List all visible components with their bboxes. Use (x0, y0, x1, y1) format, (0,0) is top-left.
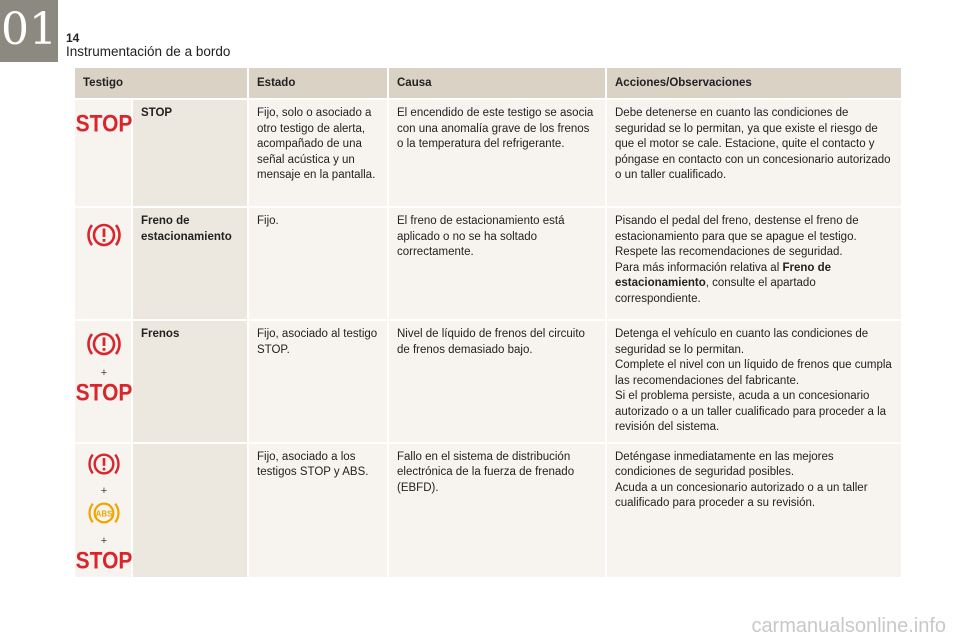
row-name: Freno de estacionamiento (133, 206, 247, 319)
table-header-row (75, 68, 901, 98)
table-row (75, 98, 901, 206)
acciones-line: Respete las recomendaciones de seguridad. (615, 246, 843, 258)
acciones-line: , consulte el apartado correspondiente. (615, 277, 816, 305)
row-name: STOP (133, 98, 247, 206)
row-causa: Nivel de líquido de frenos del circuito de frenos demasiado bajo. (389, 319, 605, 442)
row-acciones: Debe detenerse en cuanto las condiciones de seguridad se lo permitan, ya que existe el riesgo de que el motor se cale. Estacione, quite el contacto y póngase en contacto con un concesionario autorizado o un taller cualificado. (607, 98, 901, 206)
acciones-line: Detenga el vehículo en cuanto las condiciones de seguridad se lo permitan. (615, 328, 869, 356)
chapter-title: Instrumentación de a bordo (66, 44, 231, 59)
plus-sign: + (100, 485, 108, 497)
row-estado: Fijo, asociado a los testigos STOP y ABS. (249, 442, 387, 577)
stop-icon (75, 378, 133, 406)
table-row (75, 206, 901, 319)
icon-cell (75, 319, 131, 442)
row-causa: Fallo en el sistema de distribución electrónica de la fuerza de frenado (EBFD). (389, 442, 605, 577)
col-estado: Estado (249, 68, 387, 98)
table-row (75, 319, 901, 442)
row-acciones (607, 206, 901, 319)
page-number: 14 (66, 31, 80, 45)
brake-warning-icon (84, 329, 124, 359)
svg-text:STOP: STOP (75, 378, 133, 406)
brake-warning-icon (84, 450, 124, 478)
table-row (75, 442, 901, 577)
acciones-line: Si el problema persiste, acuda a un concesionario autorizado o a un taller cualificado para proceder a la revisión del sistema. (615, 390, 887, 433)
acciones-line: Para más información relativa al (615, 261, 783, 274)
row-causa: El encendido de este testigo se asocia con una anomalía grave de los frenos o la temperatura del refrigerante. (389, 98, 605, 206)
col-acciones: Acciones/Observaciones (607, 68, 901, 98)
stop-icon (75, 110, 133, 137)
chapter-number: 01 (1, 4, 57, 55)
acciones-line: Acuda a un concesionario autorizado o a un taller cualificado para proceder a su revisión. (615, 481, 868, 509)
plus-sign: + (100, 534, 108, 547)
acciones-line: Complete el nivel con un líquido de frenos que cumpla las recomendaciones del fabricante. (615, 359, 892, 387)
chapter-tab (0, 0, 58, 62)
abs-icon (84, 499, 124, 527)
col-testigo: Testigo (75, 68, 247, 98)
svg-text:STOP: STOP (75, 546, 133, 574)
plus-sign: + (100, 366, 108, 379)
brake-warning-icon (84, 220, 124, 250)
stop-icon (75, 546, 133, 574)
row-estado: Fijo, asociado al testigo STOP. (249, 319, 387, 442)
row-estado: Fijo. (249, 206, 387, 319)
row-name (133, 442, 247, 577)
warning-lights-table (73, 68, 903, 577)
row-acciones (607, 442, 901, 577)
watermark: carmanualsonline.info (751, 615, 946, 637)
col-causa: Causa (389, 68, 605, 98)
icon-cell (75, 98, 131, 206)
row-causa: El freno de estacionamiento está aplicado o no se ha soltado correctamente. (389, 206, 605, 319)
icon-cell (75, 442, 131, 577)
icon-cell (75, 206, 131, 319)
svg-text:STOP: STOP (75, 110, 133, 137)
svg-text:ABS: ABS (95, 509, 113, 519)
acciones-line: Deténgase inmediatamente en las mejores condiciones de seguridad posibles. (615, 450, 834, 478)
row-estado: Fijo, solo o asociado a otro testigo de alerta, acompañado de una señal acústica y un mensaje en la pantalla. (249, 98, 387, 206)
acciones-line: Pisando el pedal del freno, destense el freno de estacionamiento para que se apague el testigo. (615, 215, 859, 243)
row-name: Frenos (133, 319, 247, 442)
row-acciones (607, 319, 901, 442)
acciones-bold-ref: Freno de estacionamiento (615, 261, 832, 289)
